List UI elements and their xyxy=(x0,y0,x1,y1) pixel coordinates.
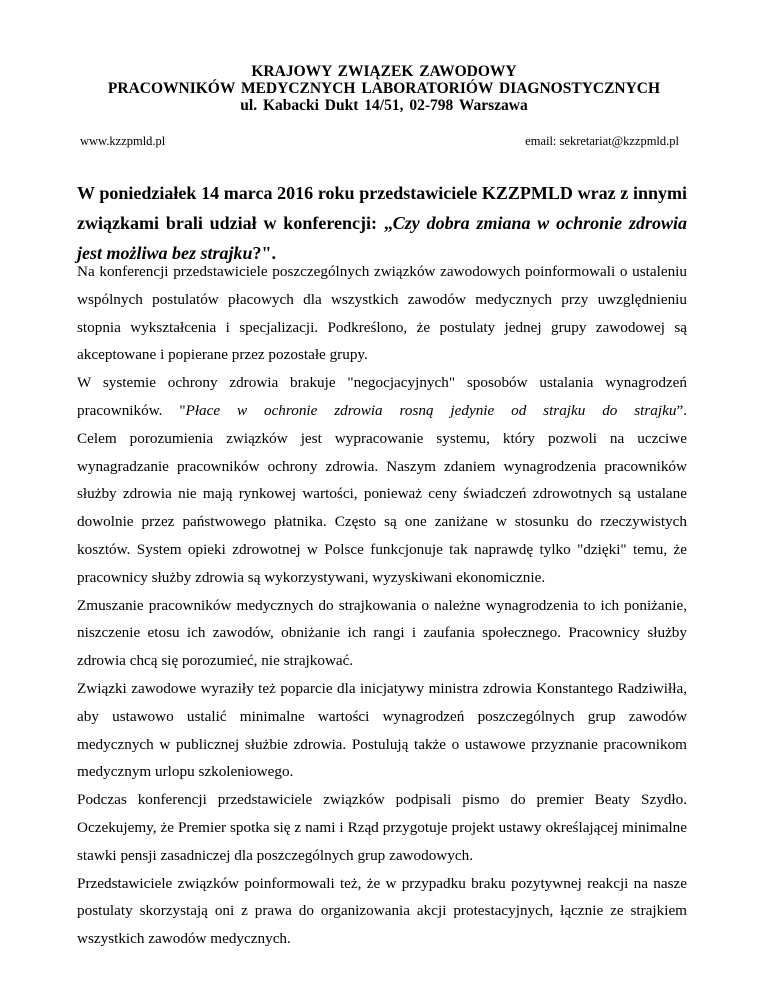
letterhead-line-1: KRAJOWY ZWIĄZEK ZAWODOWY xyxy=(251,63,517,80)
article-body xyxy=(77,258,687,953)
letterhead-address: ul. Kabacki Dukt 14/51, 02-798 Warszawa xyxy=(240,97,528,114)
quote-text: Płace w ochronie zdrowia rosną jedynie od strajku do strajku xyxy=(185,401,677,419)
paragraph: Na konferencji przedstawiciele poszczególnych związków zawodowych poinformowali o ustaleniu wspólnych postulatów płacowych dla wszystkich zawodów medycznych przy uwzględnieniu stopnia wykształcenia i specjalizacji. Podkreślono, że postulaty jednej grupy zawodowej są akceptowane i popierane przez pozostałe grupy. xyxy=(77,263,687,364)
quote-end: ”. xyxy=(676,401,687,419)
paragraph: Zmuszanie pracowników medycznych do strajkowania o należne wynagrodzenia to ich poniżanie, niszczenie etosu ich zawodów, obniżanie ich rangi i zaufania społecznego. Pracownicy służby zdrowia chcą się porozumieć, nie strajkować. xyxy=(77,596,687,670)
paragraph: Związki zawodowe wyraziły też poparcie dla inicjatywy ministra zdrowia Konstantego Radziwiłła, aby ustawowo ustalić minimalne wartości wynagrodzeń poszczególnych grup zawodów medycznych w publicznej służbie zdrowia. Postulują także o ustawowe przyznanie pracownikom medycznym urlopu szkoleniowego. xyxy=(77,679,687,781)
title-italic: Czy dobra zmiana w ochronie zdrowia jest możliwa bez strajku xyxy=(77,213,687,263)
letterhead xyxy=(0,63,768,114)
paragraph-quote-line xyxy=(77,397,687,425)
quote-lead: pracowników. " xyxy=(77,401,186,419)
paragraph-line: W systemie ochrony zdrowia brakuje "negocjacyjnych" sposobów ustalania wynagrodzeń xyxy=(77,374,687,392)
website-link[interactable]: www.kzzpmld.pl xyxy=(80,134,166,148)
email-link[interactable]: email: sekretariat@kzzpmld.pl xyxy=(525,134,679,148)
letterhead-line-2: PRACOWNIKÓW MEDYCZNYCH LABORATORIÓW DIAGNOSTYCZNYCH xyxy=(107,80,661,97)
title-lead: W poniedziałek 14 marca 2016 roku przedstawiciele KZZPMLD wraz z innymi związkami brali udział w konferencji: „ xyxy=(77,183,687,233)
paragraph: Podczas konferencji przedstawiciele związków podpisali pismo do premier Beaty Szydło. Oczekujemy, że Premier spotka się z nami i Rząd przygotuje projekt ustawy określającej minimalne stawki pensji zasadniczej dla poszczególnych grup zawodowych. xyxy=(77,791,687,864)
article-title xyxy=(77,178,687,268)
paragraph: Przedstawiciele związków poinformowali też, że w przypadku braku pozytywnej reakcji na nasze postulaty skorzystają oni z prawa do organizowania akcji protestacyjnych, łącznie ze strajkiem wszystkich zawodów medycznych. xyxy=(77,874,687,948)
title-tail: ?". xyxy=(252,243,277,263)
paragraph: Celem porozumienia związków jest wypracowanie systemu, który pozwoli na uczciwe wynagradzanie pracowników ochrony zdrowia. Naszym zdaniem wynagrodzenia pracowników służby zdrowia nie mają rynkowej wartości, ponieważ ceny świadczeń zdrowotnych są ustalane dowolnie przez państwowego płatnika. Często są one zaniżane w stosunku do rzeczywistych kosztów. System opieki zdrowotnej w Polsce funkcjonuje tak naprawdę tylko "dzięki" temu, że pracownicy służby zdrowia są wykorzystywani, wyzyskiwani ekonomicznie. xyxy=(77,429,687,586)
